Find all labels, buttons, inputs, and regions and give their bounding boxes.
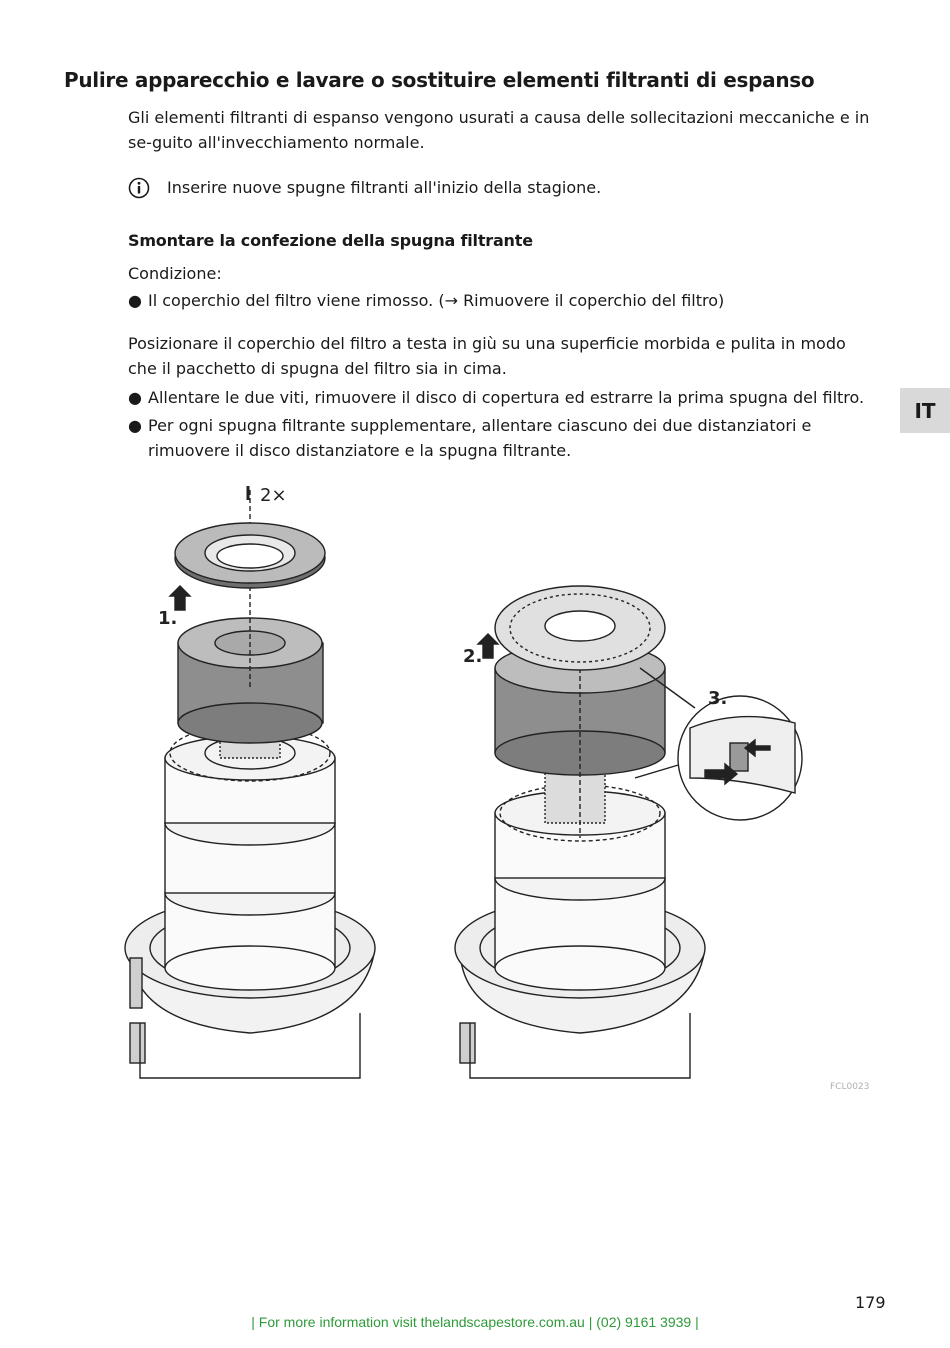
- bullet-icon: ●: [128, 416, 142, 435]
- filter-disassembly-figure: [120, 478, 890, 1098]
- step-text: Allentare le due viti, rimuovere il disco di copertura ed estrarre la prima spugna del filtro.: [148, 388, 865, 407]
- condition-bullet-text: Il coperchio del filtro viene rimosso. (→ Rimuovere il coperchio del filtro): [148, 291, 725, 310]
- page-number: 179: [855, 1293, 886, 1312]
- section-title: Smontare la confezione della spugna filtrante: [128, 231, 533, 250]
- step3-label: 3.: [708, 688, 728, 709]
- intro-paragraph: Gli elementi filtranti di espanso vengono usurati a causa delle sollecitazioni meccaniche e in se-guito all'invecchiamento normale.: [128, 108, 870, 152]
- figure-code: FCL0023: [830, 1082, 870, 1092]
- bullet-icon: ●: [128, 291, 142, 310]
- step2-label: 2.: [463, 646, 483, 667]
- condition-label: Condizione:: [128, 264, 222, 283]
- footer-link[interactable]: | For more information visit thelandscapestore.com.au | (02) 9161 3939 |: [251, 1314, 699, 1330]
- step-text: Per ogni spugna filtrante supplementare, allentare ciascuno dei due distanziatori e rimuovere il disco distanziatore e la spugna filtrante.: [148, 416, 812, 460]
- step1-label: 1.: [158, 608, 178, 629]
- language-tab: IT: [900, 388, 950, 433]
- instruction-paragraph: Posizionare il coperchio del filtro a testa in giù su una superficie morbida e pulita in modo che il pacchetto di spugna del filtro sia in cima.: [128, 334, 846, 378]
- bullet-icon: ●: [128, 388, 142, 407]
- screws-label: 2×: [260, 485, 287, 506]
- page-heading: Pulire apparecchio e lavare o sostituire elementi filtranti di espanso: [64, 68, 815, 92]
- note-text: Inserire nuove spugne filtranti all'inizio della stagione.: [167, 178, 602, 197]
- info-icon: [128, 177, 150, 199]
- filter-assembly-illustration: [120, 478, 890, 1098]
